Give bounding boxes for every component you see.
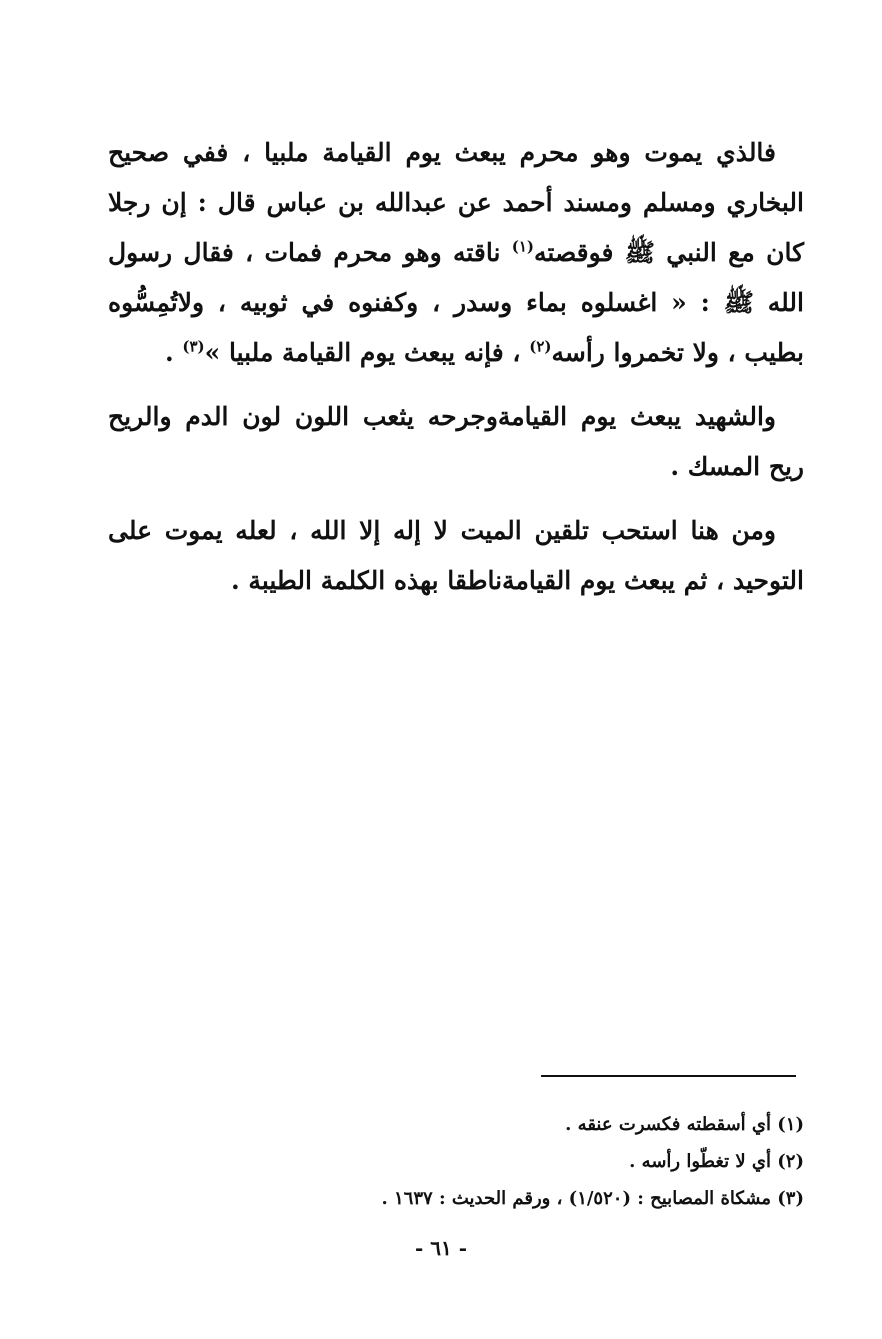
paragraph: [108, 506, 804, 606]
paragraph-text: ومن هنا استحب تلقين الميت لا إله إلا الله ، لعله يموت على التوحيد ، ثم يبعث يوم القيامةناطقا بهذه الكلمة الطيبة .: [108, 516, 804, 595]
page-number: - ٦١ -: [414, 1236, 467, 1260]
footnote-marker: (٢): [529, 337, 552, 356]
paragraph-text: والشهيد يبعث يوم القيامةوجرحه يثعب اللون لون الدم والريح ريح المسك .: [108, 402, 804, 481]
paragraph-text: .: [164, 338, 183, 367]
footnotes: [108, 1106, 804, 1217]
paragraph: [108, 128, 804, 378]
paragraph-text: ، فإنه يبعث يوم القيامة ملبيا »: [204, 338, 530, 367]
footnote-marker: (٣): [182, 337, 205, 356]
footnote: (٣) مشكاة المصابيح : (١/٥٢٠) ، ورقم الحديث : ١٦٣٧ .: [381, 1188, 804, 1209]
footnote: (٢) أي لا تغطّوا رأسه .: [629, 1151, 804, 1172]
paragraph-text: فالذي يموت وهو محرم يبعث يوم القيامة ملبيا ، ففي صحيح البخاري ومسلم ومسند أحمد عن عبدالله بن عباس قال : إن رجلا كان مع النبي ﷺ فوقصته: [108, 138, 804, 267]
main-text: [108, 128, 804, 606]
footnote-separator: [541, 1075, 796, 1077]
footnote: (١) أي أسقطته فكسرت عنقه .: [565, 1114, 804, 1135]
footnote-marker: (١): [511, 237, 535, 256]
paragraph-text: ناقته وهو محرم فمات ، فقال رسول الله ﷺ : « اغسلوه بماء وسدر ، وكفنوه في ثوبيه ، ولاتُمِسُّوه بطيب ، ولا تخمروا رأسه: [108, 238, 804, 367]
paragraph: [108, 392, 804, 492]
